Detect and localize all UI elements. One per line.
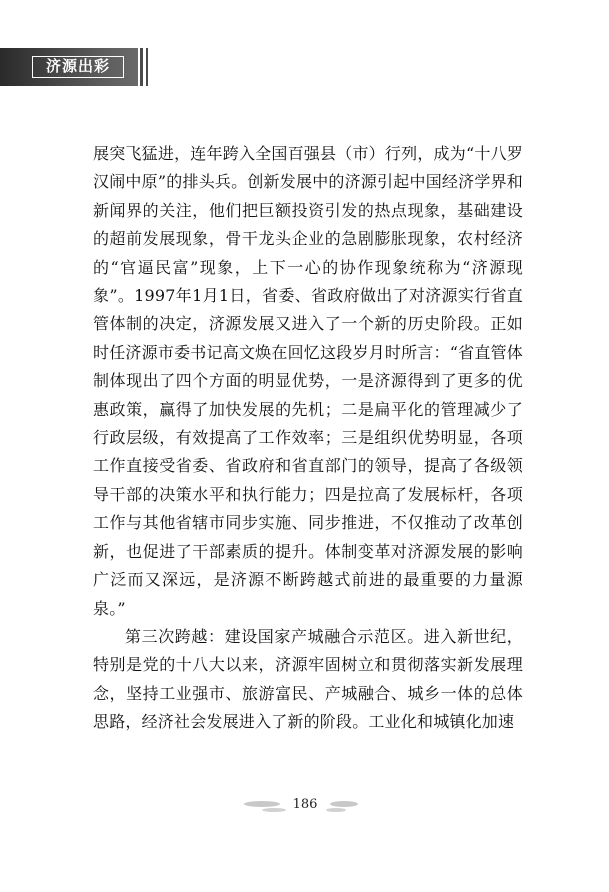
footer-swirl-left [244,801,280,807]
paragraph: 第三次跨越：建设国家产城融合示范区。进入新世纪，特别是党的十八大以来，济源牢固树立和贯彻落实新发展理念，坚持工业强市、旅游富民、产城融合、城乡一体的总体思路，经济社会发展进入了新的阶段。工业化和城镇化加速 [93,626,523,732]
header-stripe [140,48,143,86]
footer-swirl-right [330,801,358,807]
body-text [93,140,523,737]
header-stripe [146,48,148,86]
footer-swirl-left [262,808,286,812]
paragraph: 展突飞猛进，连年跨入全国百强县（市）行列，成为“十八罗汉闹中原”的排头兵。创新发展中的济源引起中国经济学界和新闻界的关注，他们把巨额投资引发的热点现象，基础建设的超前发展现象，骨干龙头企业的急剧膨胀现象，农村经济的“官逼民富”现象，上下一心的协作现象统称为“济源现象”。1997年1月1日，省委、省政府做出了对济源实行省直管体制的决定，济源发展又进入了一个新的历史阶段。正如时任济源市委书记高文焕在回忆这段岁月时所言：“省直管体制体现出了四个方面的明显优势，一是济源得到了更多的优惠政策，赢得了加快发展的先机；二是扁平化的管理减少了行政层级，有效提高了工作效率；三是组织优势明显，各项工作直接受省委、省政府和省直部门的领导，提高了各级领导干部的决策水平和执行能力；四是拉高了发展标杆，各项工作与其他省辖市同步实施、同步推进，不仅推动了改革创新，也促进了干部素质的提升。体制变革对济源发展的影响广泛而又深远，是济源不断跨越式前进的最重要的力量源泉。” [93,144,523,618]
page-number: 186 [292,797,318,812]
footer-swirl-right [326,808,346,812]
book-title: 济源出彩 [32,56,124,78]
